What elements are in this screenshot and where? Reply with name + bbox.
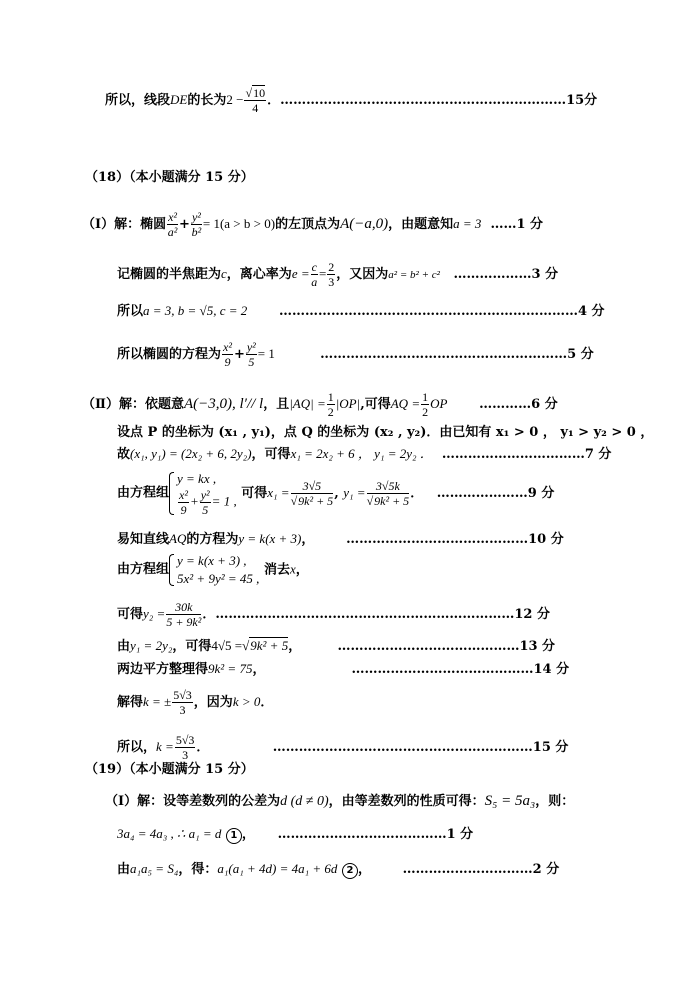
text: ，且 bbox=[263, 397, 290, 412]
numerator: 5√3 bbox=[175, 733, 195, 747]
text: 所以 bbox=[117, 304, 144, 319]
text: 可得 bbox=[117, 607, 144, 622]
denominator: 5 bbox=[248, 355, 255, 369]
y2-result-line bbox=[117, 600, 550, 629]
math: d (d ≠ 0) bbox=[280, 794, 329, 809]
numerator: y² bbox=[191, 210, 201, 224]
text: ，离心率为 bbox=[226, 267, 292, 282]
text: 记椭圆的半焦距为 bbox=[117, 267, 222, 282]
numerator: 2 bbox=[328, 260, 335, 274]
equation: y = k(x + 3) , bbox=[177, 553, 247, 568]
part-1-q19-line bbox=[105, 793, 574, 810]
score: ……1 分 bbox=[490, 217, 544, 232]
fraction bbox=[172, 688, 193, 717]
solve-k-line bbox=[117, 688, 273, 717]
equation: y = kx , bbox=[177, 471, 217, 486]
text: ， bbox=[357, 862, 371, 877]
score: …………………………2 分 bbox=[402, 862, 560, 877]
numerator: c bbox=[311, 260, 317, 274]
fraction bbox=[191, 210, 202, 239]
equation-system bbox=[169, 552, 259, 588]
numerator: x² bbox=[179, 488, 188, 502]
numerator: y² bbox=[246, 340, 256, 354]
math: x₁ = 2x₂ + 6 ， y₁ = 2y₂ ． bbox=[290, 446, 433, 461]
text: 消去 bbox=[263, 562, 290, 578]
text: ． bbox=[260, 695, 274, 710]
numerator: 3√5k bbox=[367, 479, 410, 494]
denominator: 2 bbox=[422, 405, 429, 419]
score: ……………………………………13 分 bbox=[337, 639, 556, 654]
equation: 5x² + 9y² = 45 , bbox=[177, 571, 260, 586]
equation-1-line bbox=[117, 826, 473, 844]
question-18-title: （18）（本小题满分 15 分） bbox=[85, 170, 254, 185]
text: ，由题意知 bbox=[388, 217, 454, 232]
final-k-line bbox=[117, 733, 568, 762]
text: 所以， bbox=[117, 740, 157, 755]
math-var: DE bbox=[170, 92, 188, 107]
circled-number: 2 bbox=[342, 863, 358, 879]
math: a₁(a₁ + 4d) = 4a₁ + 6d bbox=[217, 861, 338, 876]
numerator: 3√5 bbox=[291, 479, 334, 494]
fraction bbox=[200, 488, 211, 517]
math: (x₁, y₁) = (2x₂ + 6, 2y₂) bbox=[130, 446, 252, 461]
denominator: 2 bbox=[327, 405, 334, 419]
score: …………………………………1 分 bbox=[277, 827, 474, 842]
math: a = 3, b = √5, c = 2 bbox=[143, 303, 248, 318]
math: AQ bbox=[169, 531, 187, 546]
math: a² = b² + c² bbox=[388, 269, 440, 281]
denominator: 3 bbox=[182, 748, 189, 762]
circled-number: 1 bbox=[226, 828, 242, 844]
score: ………………3 分 bbox=[453, 267, 559, 282]
math: S₅ = 5a₃ bbox=[484, 793, 536, 809]
text: 故 bbox=[117, 447, 131, 462]
numerator: 1 bbox=[327, 390, 334, 404]
text: ，由等差数列的性质可得： bbox=[328, 794, 485, 809]
text: 由方程组 bbox=[117, 562, 170, 577]
score: ……………………………7 分 bbox=[441, 447, 612, 462]
fraction bbox=[421, 390, 429, 419]
math: y₁ = bbox=[343, 485, 366, 500]
text: 由 bbox=[117, 862, 131, 877]
text: 的左顶点为 bbox=[275, 217, 341, 232]
values-line bbox=[117, 303, 605, 320]
result-line-de bbox=[105, 86, 597, 115]
math: y = k(x + 3) bbox=[238, 531, 302, 546]
text: ，又因为 bbox=[336, 267, 389, 282]
denominator: 5 bbox=[202, 503, 209, 517]
denominator: √9k² + 5 bbox=[366, 494, 410, 508]
relation-line bbox=[117, 446, 611, 463]
question-19-title: （19）（本小题满分 15 分） bbox=[85, 762, 254, 777]
text: ， bbox=[288, 639, 302, 654]
text: ， bbox=[252, 662, 266, 677]
denominator: a² bbox=[167, 225, 178, 239]
system-2-line bbox=[117, 552, 309, 588]
fraction bbox=[244, 86, 266, 115]
numerator: 1 bbox=[422, 390, 429, 404]
text: ， bbox=[241, 827, 255, 842]
text: ，可得 bbox=[251, 447, 291, 462]
denominator: 9 bbox=[180, 503, 187, 517]
numerator: x² bbox=[223, 340, 232, 354]
math: y₂ = bbox=[143, 606, 166, 621]
text: 所以，线段 bbox=[105, 93, 171, 108]
fraction bbox=[311, 260, 318, 289]
text: ，则： bbox=[535, 794, 575, 809]
math: 9k² = 75 bbox=[208, 661, 253, 676]
math: OP bbox=[430, 396, 448, 411]
fraction bbox=[222, 340, 233, 369]
ellipse-equation-line: 所以椭圆的方程为 $\frac{\text{x²}}{9}$ + $\frac{\text{y²}}{5}$ = 1 …………………………………………………5 分 bbox=[117, 340, 594, 369]
score: ……………………………………10 分 bbox=[346, 532, 564, 547]
score: …………………9 分 bbox=[436, 486, 555, 501]
sqrt: √9k² + 5 bbox=[242, 638, 289, 653]
score: ……………………………………14 分 bbox=[351, 662, 570, 677]
numerator: √10 bbox=[245, 86, 266, 100]
text: ， bbox=[295, 562, 309, 578]
score: ……………………………………………………15 分 bbox=[272, 740, 569, 755]
text: 的方程为 bbox=[186, 532, 239, 547]
equation-system bbox=[169, 470, 237, 517]
denominator: 4 bbox=[252, 101, 259, 115]
math: = bbox=[318, 266, 327, 281]
math: |AQ| = bbox=[289, 396, 326, 411]
equation: $\frac{\text{x²}}{9}$ + $\frac{\text{y²}}{5}$ = 1 , bbox=[179, 488, 237, 517]
semi-focal-line bbox=[117, 260, 558, 289]
math: A(−3,0), l′// l bbox=[183, 396, 264, 412]
denominator: 3 bbox=[179, 703, 186, 717]
square-line bbox=[117, 661, 569, 678]
fraction bbox=[291, 479, 334, 508]
text: 两边平方整理得 bbox=[117, 662, 209, 677]
fraction bbox=[178, 488, 189, 517]
math: |OP| bbox=[335, 396, 361, 411]
text: ，因为 bbox=[193, 695, 233, 710]
math: x₁ = bbox=[267, 485, 290, 500]
math: k = bbox=[156, 739, 174, 754]
sqrt-radicand: 10 bbox=[253, 86, 266, 100]
math: 4√5 = bbox=[211, 638, 243, 653]
denominator: 5 + 9k² bbox=[166, 615, 202, 629]
math: k > 0 bbox=[232, 694, 261, 709]
text: ， bbox=[301, 532, 315, 547]
sqrt-radicand: 9k² + 5 bbox=[250, 638, 289, 653]
text: 解得 bbox=[117, 695, 144, 710]
text: ，可得 bbox=[172, 639, 212, 654]
part-2-line bbox=[82, 390, 558, 419]
text: 易知直线 bbox=[117, 532, 170, 547]
denominator: 9 bbox=[224, 355, 231, 369]
math: 2 − bbox=[226, 92, 244, 107]
score-dots: ．…………………………………………………………15分 bbox=[267, 93, 598, 108]
text: （Ⅰ）解：设等差数列的公差为 bbox=[105, 794, 281, 809]
math: c bbox=[221, 266, 227, 281]
denominator: b² bbox=[191, 225, 202, 239]
text: （Ⅰ）解：椭圆 bbox=[82, 217, 167, 232]
denominator: a bbox=[311, 275, 318, 289]
math: = 1 , bbox=[211, 493, 237, 509]
math: = 1 bbox=[257, 346, 275, 361]
math: A(−a,0) bbox=[340, 216, 389, 232]
denominator: √9k² + 5 bbox=[290, 494, 334, 508]
coordinate-setup-line: 设点 P 的坐标为 (x₁ , y₁)，点 Q 的坐标为 (x₂ , y₂)．由已知有 x₁ > 0 ， y₁ > y₂ > 0 ， bbox=[117, 425, 654, 440]
numerator: 5√3 bbox=[173, 688, 192, 702]
fraction bbox=[246, 340, 257, 369]
sqrt-radicand: 9k² + 5 bbox=[298, 494, 334, 508]
fraction bbox=[327, 260, 335, 289]
equation-2-line bbox=[117, 861, 559, 879]
numerator: y² bbox=[200, 488, 210, 502]
fraction bbox=[175, 733, 196, 762]
math: e = bbox=[291, 266, 310, 281]
math: a₁a₅ = S₄ bbox=[130, 861, 179, 876]
numerator: x² bbox=[168, 210, 178, 224]
math: a = 3 bbox=[453, 216, 482, 231]
math: = 1(a > b > 0) bbox=[202, 216, 276, 231]
score: ……………………………………………………………4 分 bbox=[278, 304, 605, 319]
text: 由 bbox=[117, 639, 131, 654]
text: 的长为 bbox=[187, 93, 227, 108]
math: AQ = bbox=[390, 396, 421, 411]
math: k = ± bbox=[143, 694, 172, 709]
score: ．……………………………………………………………12 分 bbox=[202, 607, 550, 622]
text: 可得 bbox=[241, 486, 268, 501]
system-1-line: 由方程组 y = kx , $\frac{\text{x²}}{9}$ + $\frac{\text{y²}}{5}$ = 1 , 可得x₁ = $\frac{3√5}{\text{√9k² + 5}}$ , y₁ = $\frac{3√5k}{\text{√9k² + 5}}$ ． …………………9 分 bbox=[117, 471, 555, 517]
substitution-line bbox=[117, 638, 555, 655]
fraction bbox=[166, 600, 201, 629]
text: ． bbox=[196, 740, 210, 755]
text: 所以椭圆的方程为 bbox=[117, 347, 222, 362]
fraction bbox=[367, 479, 410, 508]
text: 由方程组 bbox=[117, 485, 170, 501]
score: …………6 分 bbox=[479, 397, 558, 412]
line-aq-equation bbox=[117, 531, 564, 548]
math: y₁ = 2y₂ bbox=[130, 638, 173, 653]
part-1-line: （Ⅰ）解：椭圆 $\frac{\text{x²}}{\text{a²}}$ + $\frac{\text{y²}}{\text{b²}}$ = 1(a > b > 0)的左顶点为A(−a,0)，由题意知a = 3 ……1 分 bbox=[82, 210, 544, 239]
score: …………………………………………………5 分 bbox=[320, 347, 594, 362]
fraction bbox=[167, 210, 178, 239]
sqrt-radicand: 9k² + 5 bbox=[374, 494, 410, 508]
math: 3a₄ = 4a₃ , ∴ a₁ = d bbox=[117, 826, 222, 841]
math: x bbox=[289, 561, 296, 577]
text: ,可得 bbox=[360, 397, 391, 412]
fraction bbox=[327, 390, 335, 419]
text: （Ⅱ）解：依题意 bbox=[82, 397, 184, 412]
text: ，得： bbox=[178, 862, 218, 877]
denominator: 3 bbox=[328, 275, 335, 289]
numerator: 30k bbox=[166, 600, 201, 615]
